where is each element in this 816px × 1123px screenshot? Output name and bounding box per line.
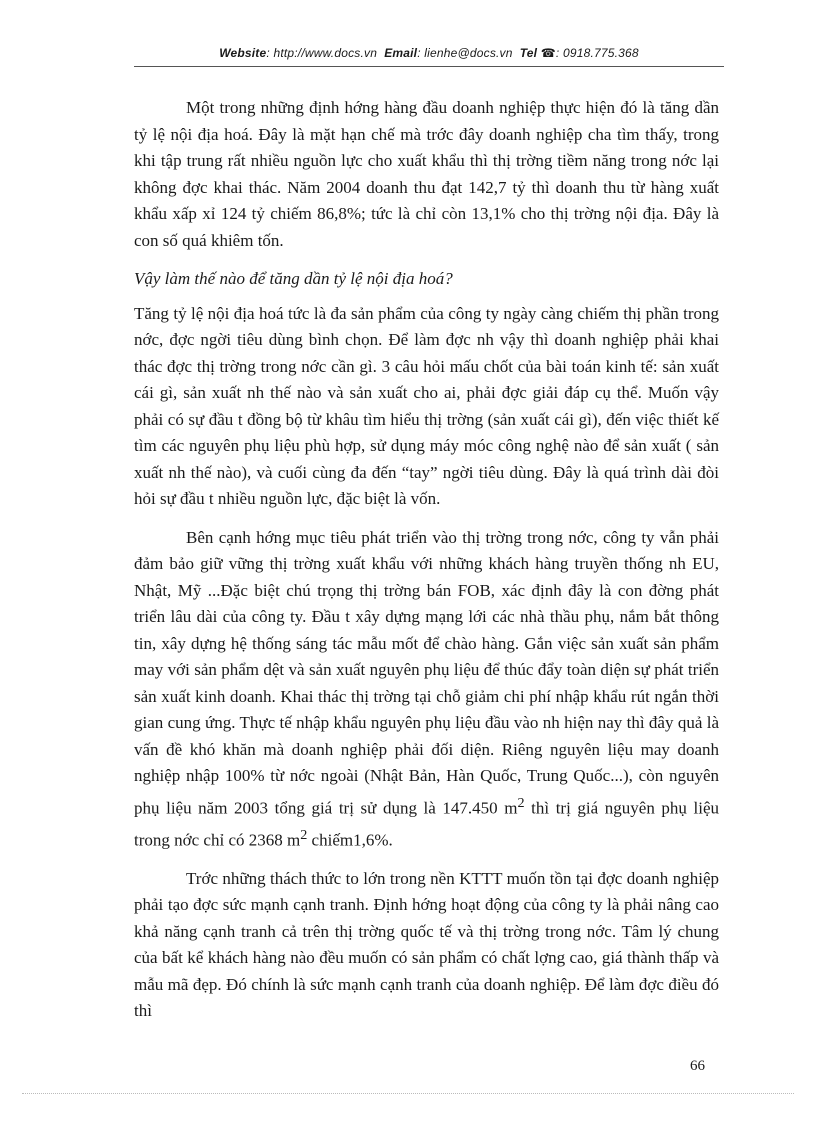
tel-label: Tel bbox=[519, 46, 538, 60]
paragraph-3-text-a: Bên cạnh hớng mục tiêu phát triển vào thị trờng trong nớc, công ty vẫn phải đảm bảo giữ vững thị trờng xuất khẩu với những khách hàng truyền thống nh EU, Nhật, Mỹ ...Đặc biệt chú trọng thị trờng bán FOB, xác định đây là con đờng phát triển lâu dài của công ty. Đầu t xây dựng mạng lới các nhà thầu phụ, nắm bắt thông tin, xây dựng hệ thống sáng tác mẫu mốt để chào hàng. Gắn việc sản xuất sản phẩm may với sản phẩm dệt và sản xuất nguyên phụ liệu để thúc đẩy toàn diện sự phát triển sản xuất kinh doanh. Khai thác thị trờng tại chỗ giảm chi phí nhập khẩu rút ngắn thời gian cung ứng. Thực tế nhập khẩu nguyên phụ liệu đầu vào nh hiện nay thì đây quả là vấn đề khó khăn mà doanh nghiệp phải đối diện. Riêng nguyên liệu may doanh nghiệp nhập 100% từ nớc ngoài (Nhật Bản, Hàn Quốc, Trung Quốc...), còn nguyên phụ liệu năm 2003 tổng giá trị sử dụng là 147.450 m bbox=[134, 527, 719, 818]
phone-icon: ☎ bbox=[540, 46, 556, 60]
superscript-2-b: 2 bbox=[300, 826, 308, 843]
document-body bbox=[134, 95, 719, 1037]
website-value: : http://www.docs.vn bbox=[266, 46, 378, 60]
superscript-2-a: 2 bbox=[517, 794, 525, 811]
section-heading: Vậy làm thế nào để tăng dần tỷ lệ nội địa hoá? bbox=[134, 269, 453, 288]
header-divider bbox=[134, 66, 724, 67]
paragraph-3-text-c: chiếm1,6%. bbox=[307, 830, 393, 850]
paragraph-4: Trớc những thách thức to lớn trong nền KTTT muốn tồn tại đợc doanh nghiệp phải tạo đợc sức mạnh cạnh tranh. Định hớng hoạt động của công ty là phải nâng cao khả năng cạnh tranh cả trên thị trờng quốc tế và thị trờng trong nớc. Tâm lý chung của bất kể khách hàng nào đều muốn có sản phẩm có chất lợng cao, giá thành thấp và mẫu mã đẹp. Đó chính là sức mạnh cạnh tranh của doanh nghiệp. Để làm đợc điều đó thì bbox=[134, 868, 719, 1021]
paragraph-3-text-b: thì trị giá nguyên phụ liệu trong nớc chỉ có 2368 m bbox=[134, 798, 719, 850]
tel-value: : 0918.775.368 bbox=[555, 46, 639, 60]
page-number: 66 bbox=[690, 1058, 705, 1074]
footer-divider bbox=[22, 1093, 794, 1094]
paragraph-2: Tăng tỷ lệ nội địa hoá tức là đa sản phẩm của công ty ngày càng chiếm thị phần trong nớc, đợc ngời tiêu dùng bình chọn. Để làm đợc nh vậy thì doanh nghiệp phải khai thác đợc thị trờng trong nớc cần gì. 3 câu hỏi mấu chốt của bài toán kinh tế: sản xuất cái gì, sản xuất nh thế nào và sản xuất cho ai, phải đợc giải đáp cụ thể. Muốn vậy phải có sự đầu t đồng bộ từ khâu tìm hiểu thị trờng (sản xuất cái gì), đến việc thiết kế tìm các nguyên phụ liệu phù hợp, sử dụng máy móc công nghệ nào để sản xuất ( sản xuất nh thế nào), và cuối cùng đa đến “tay” ngời tiêu dùng. Đây là quá trình dài đòi hỏi sự đầu t nhiều nguồn lực, đặc biệt là vốn. bbox=[134, 303, 719, 508]
paragraph-3 bbox=[134, 525, 719, 854]
email-label: Email bbox=[384, 46, 418, 60]
paragraph-1: Một trong những định hớng hàng đầu doanh nghiệp thực hiện đó là tăng dần tỷ lệ nội địa hoá. Đây là mặt hạn chế mà trớc đây doanh nghiệp cha tìm thấy, trong khi tập trung rất nhiều nguồn lực cho xuất khẩu thì thị trờng tiềm năng trong nớc lại không đợc khai thác. Năm 2004 doanh thu đạt 142,7 tỷ thì doanh thu từ hàng xuất khẩu xấp xỉ 124 tỷ chiếm 86,8%; tức là chỉ còn 13,1% cho thị trờng nội địa. Đây là con số quá khiêm tốn. bbox=[134, 98, 719, 250]
email-value: : lienhe@docs.vn bbox=[417, 46, 513, 60]
website-label: Website bbox=[219, 46, 267, 60]
page-header bbox=[134, 46, 724, 60]
